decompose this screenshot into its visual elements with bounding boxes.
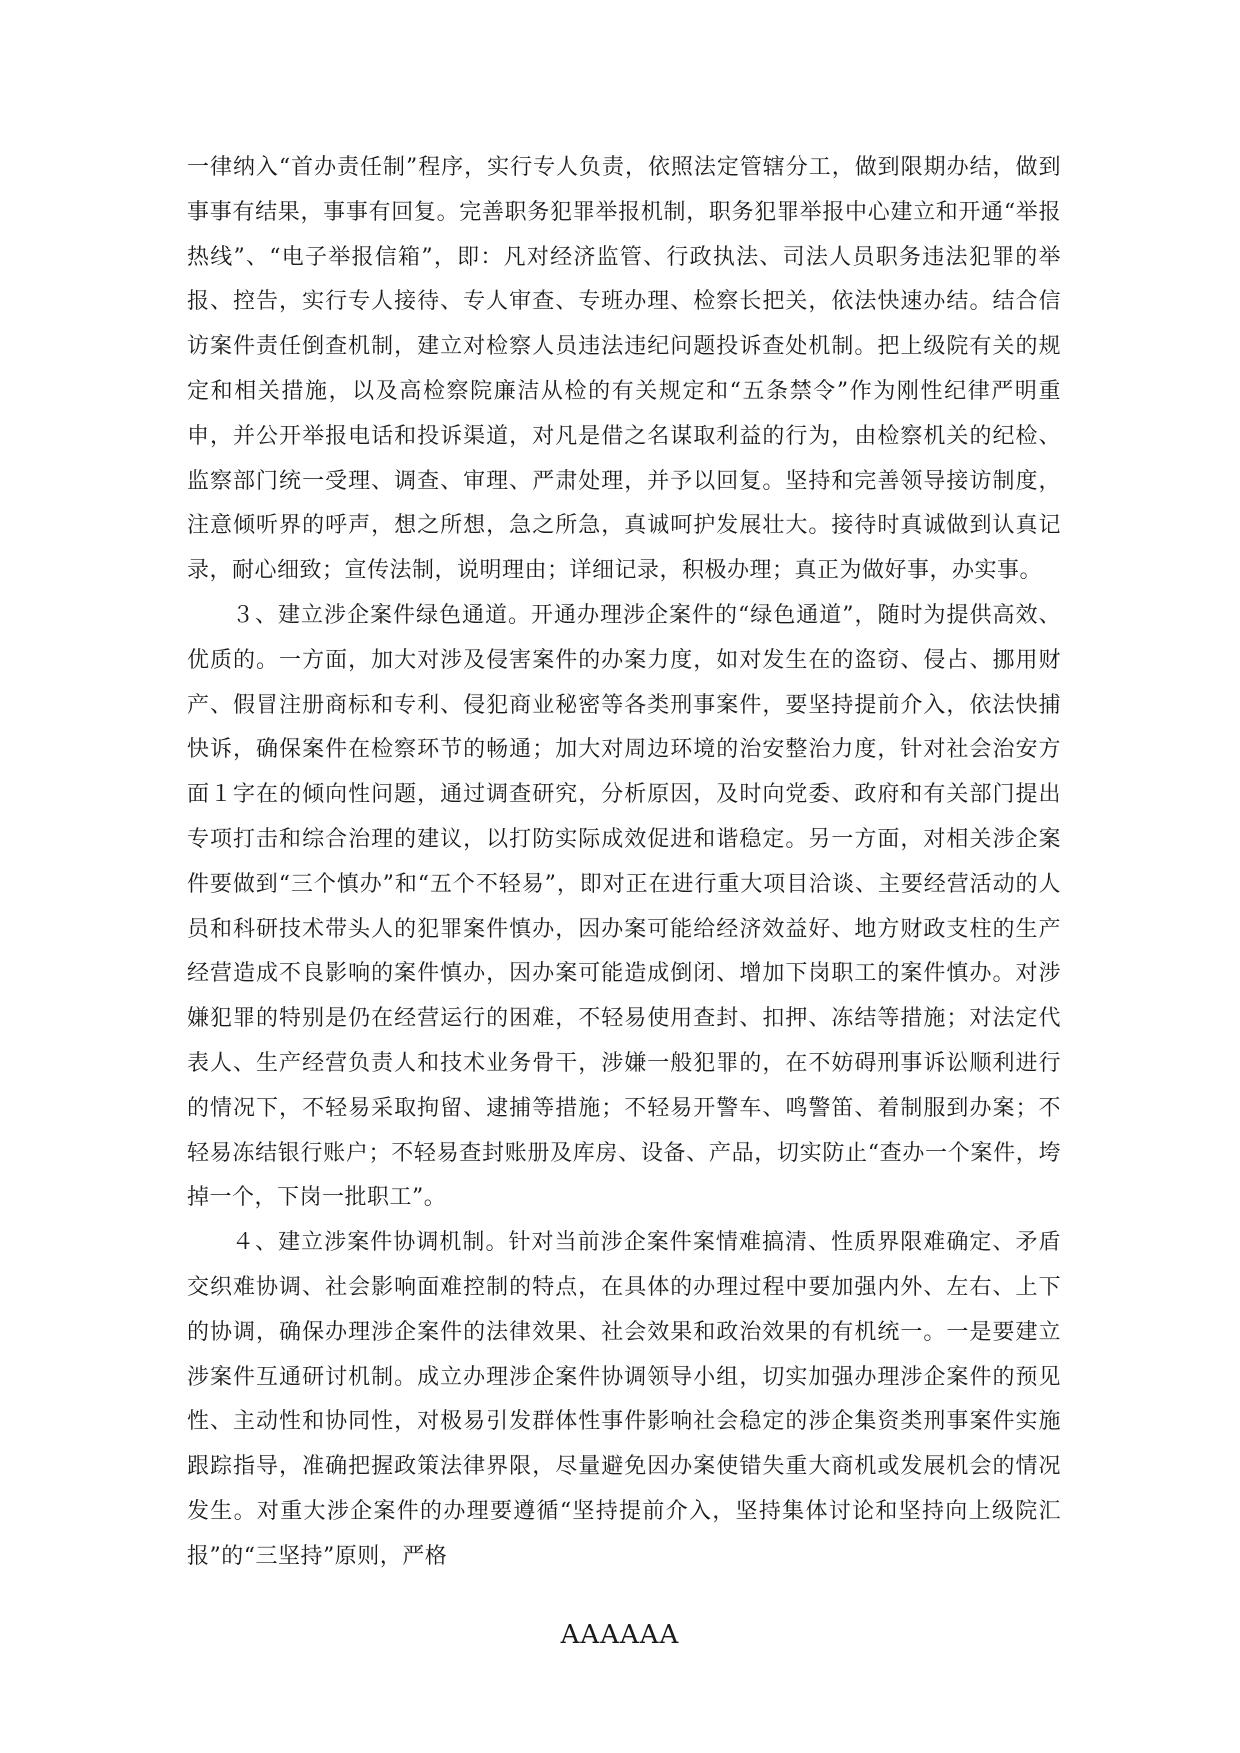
page-footer: AAAAAA [560,1620,680,1650]
document-body [187,146,1061,1580]
paragraph-continuation: 一律纳入“首办责任制”程序，实行专人负责，依照法定管辖分工，做到限期办结，做到事事有结果，事事有回复。完善职务犯罪举报机制，职务犯罪举报中心建立和开通“举报热线”、“电子举报信箱”，即：凡对经济监管、行政执法、司法人员职务违法犯罪的举报、控告，实行专人接待、专人审查、专班办理、检察长把关，依法快速办结。结合信访案件责任倒查机制，建立对检察人员违法违纪问题投诉查处机制。把上级院有关的规定和相关措施，以及高检察院廉洁从检的有关规定和“五条禁令”作为刚性纪律严明重申，并公开举报电话和投诉渠道，对凡是借之名谋取利益的行为，由检察机关的纪检、监察部门统一受理、调查、审理、严肃处理，并予以回复。坚持和完善领导接访制度，注意倾听界的呼声，想之所想，急之所急，真诚呵护发展壮大。接待时真诚做到认真记录，耐心细致；宣传法制，说明理由；详细记录，积极办理；真正为做好事，办实事。 [187,155,1061,584]
paragraph-green-channel: ３、建立涉企案件绿色通道。开通办理涉企案件的“绿色通道”，随时为提供高效、优质的。一方面，加大对涉及侵害案件的办案力度，如对发生在的盗窃、侵占、挪用财产、假冒注册商标和专利、侵犯商业秘密等各类刑事案件，要坚持提前介入，依法快捕快诉，确保案件在检察环节的畅通；加大对周边环境的治安整治力度，针对社会治安方面１字在的倾向性问题，通过调查研究，分析原因，及时向党委、政府和有关部门提出专项打击和综合治理的建议，以打防实际成效促进和谐稳定。另一方面，对相关涉企案件要做到“三个慎办”和“五个不轻易”，即对正在进行重大项目洽谈、主要经营活动的人员和科研技术带头人的犯罪案件慎办，因办案可能给经济效益好、地方财政支柱的生产经营造成不良影响的案件慎办，因办案可能造成倒闭、增加下岗职工的案件慎办。对涉嫌犯罪的特别是仍在经营运行的困难，不轻易使用查封、扣押、冻结等措施；对法定代表人、生产经营负责人和技术业务骨干，涉嫌一般犯罪的，在不妨碍刑事诉讼顺利进行的情况下，不轻易采取拘留、逮捕等措施；不轻易开警车、鸣警笛、着制服到办案；不轻易冻结银行账户；不轻易查封账册及库房、设备、产品，切实防止“查办一个案件，垮掉一个，下岗一批职工”。 [187,602,1061,1211]
paragraph-coordination-mechanism: ４、建立涉案件协调机制。针对当前涉企案件案情难搞清、性质界限难确定、矛盾交织难协调、社会影响面难控制的特点，在具体的办理过程中要加强内外、左右、上下的协调，确保办理涉企案件的法律效果、社会效果和政治效果的有机统一。一是要建立涉案件互通研讨机制。成立办理涉企案件协调领导小组，切实加强办理涉企案件的预见性、主动性和协同性，对极易引发群体性事件影响社会稳定的涉企集资类刑事案件实施跟踪指导，准确把握政策法律界限，尽量避免因办案使错失重大商机或发展机会的情况发生。对重大涉企案件的办理要遵循“坚持提前介入，坚持集体讨论和坚持向上级院汇报”的“三坚持”原则，严格 [187,1230,1061,1569]
